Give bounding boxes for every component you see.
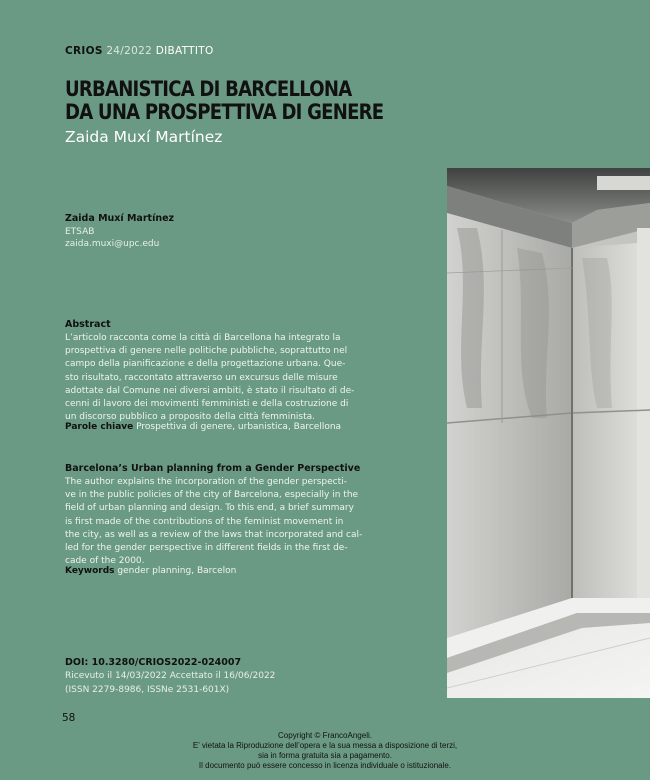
copyright-line: E’ vietata la Riproduzione dell’opera e la sua messa a disposizione di terzi, bbox=[192, 741, 458, 750]
copyright-line: sia in forma gratuita sia a pagamento. bbox=[258, 751, 392, 760]
keywords-label-en: Keywords bbox=[65, 566, 115, 576]
copyright-notice bbox=[150, 731, 500, 771]
issn: (ISSN 2279-8986, ISSNe 2531-601X) bbox=[65, 685, 230, 695]
abstract-text bbox=[65, 332, 355, 424]
affiliation-email[interactable]: zaida.muxi@upc.edu bbox=[65, 239, 160, 249]
english-abstract-line: is first made of the contributions of the feminist movement in bbox=[65, 516, 344, 527]
abstract-line: un discorso pubblico a proposito della città femminista. bbox=[65, 412, 315, 423]
keywords-it: Prospettiva di genere, urbanistica, Barcellona bbox=[136, 422, 342, 432]
english-abstract-line: field of urban planning and design. To this end, a brief summary bbox=[65, 503, 354, 514]
english-abstract-line: cade of the 2000. bbox=[65, 556, 145, 567]
abstract-line: sto risultato, raccontato attraverso un excursus delle misure bbox=[65, 372, 338, 383]
keywords-en: gender planning, Barcelon bbox=[117, 566, 237, 576]
copyright-line: Il documento può essere concesso in licenza individuale o istituzionale. bbox=[198, 761, 452, 770]
english-keywords bbox=[65, 566, 236, 576]
stone-building-corner-photo bbox=[447, 168, 650, 698]
article-author: Zaida Muxí Martínez bbox=[65, 128, 223, 146]
english-abstract-line: the city, as well as a review of the laws that incorporated and cal- bbox=[65, 529, 363, 540]
abstract-line: L’articolo racconta come la città di Barcellona ha integrato la bbox=[65, 333, 341, 343]
english-abstract-line: The author explains the incorporation of the gender perspecti- bbox=[65, 477, 347, 487]
keywords-label-it: Parole chiave bbox=[65, 422, 134, 432]
journal-name: CRIOS bbox=[65, 45, 103, 57]
copyright-line: Copyright © FrancoAngeli. bbox=[278, 731, 372, 740]
page-number: 58 bbox=[62, 712, 76, 724]
english-abstract-line: led for the gender perspective in different fields in the first de- bbox=[65, 543, 348, 554]
abstract-line: adottate dal Comune nei diversi ambiti, è stato il risultato di de- bbox=[65, 385, 355, 396]
article-title bbox=[65, 78, 392, 124]
english-abstract-text bbox=[65, 476, 363, 568]
affiliation-name: Zaida Muxí Martínez bbox=[65, 213, 175, 224]
abstract-heading: Abstract bbox=[65, 319, 111, 330]
doi[interactable]: DOI: 10.3280/CRIOS2022-024007 bbox=[65, 657, 242, 668]
english-abstract-line: ve in the public policies of the city of Barcelona, especially in the bbox=[65, 490, 359, 501]
journal-section: DIBATTITO bbox=[155, 45, 214, 57]
journal-issue: 24/2022 bbox=[106, 45, 153, 57]
article-title-line-2: DA UNA PROSPETTIVA DI GENERE bbox=[65, 100, 384, 124]
abstract-line: campo della pianificazione e della progettazione urbana. Que- bbox=[65, 359, 346, 370]
received-accepted-dates: Ricevuto il 14/03/2022 Accettato il 16/06/2022 bbox=[65, 671, 276, 681]
abstract-keywords bbox=[65, 422, 341, 432]
article-title-line-1: URBANISTICA DI BARCELLONA bbox=[65, 77, 352, 101]
english-abstract-heading: Barcelona’s Urban planning from a Gender Perspective bbox=[65, 463, 361, 474]
affiliation-institution: ETSAB bbox=[65, 227, 95, 237]
journal-header bbox=[65, 45, 214, 57]
abstract-line: prospettiva di genere nelle politiche pubbliche, soprattutto nel bbox=[65, 346, 348, 357]
abstract-line: cenni di lavoro dei movimenti femministi e della costruzione di bbox=[65, 399, 349, 410]
